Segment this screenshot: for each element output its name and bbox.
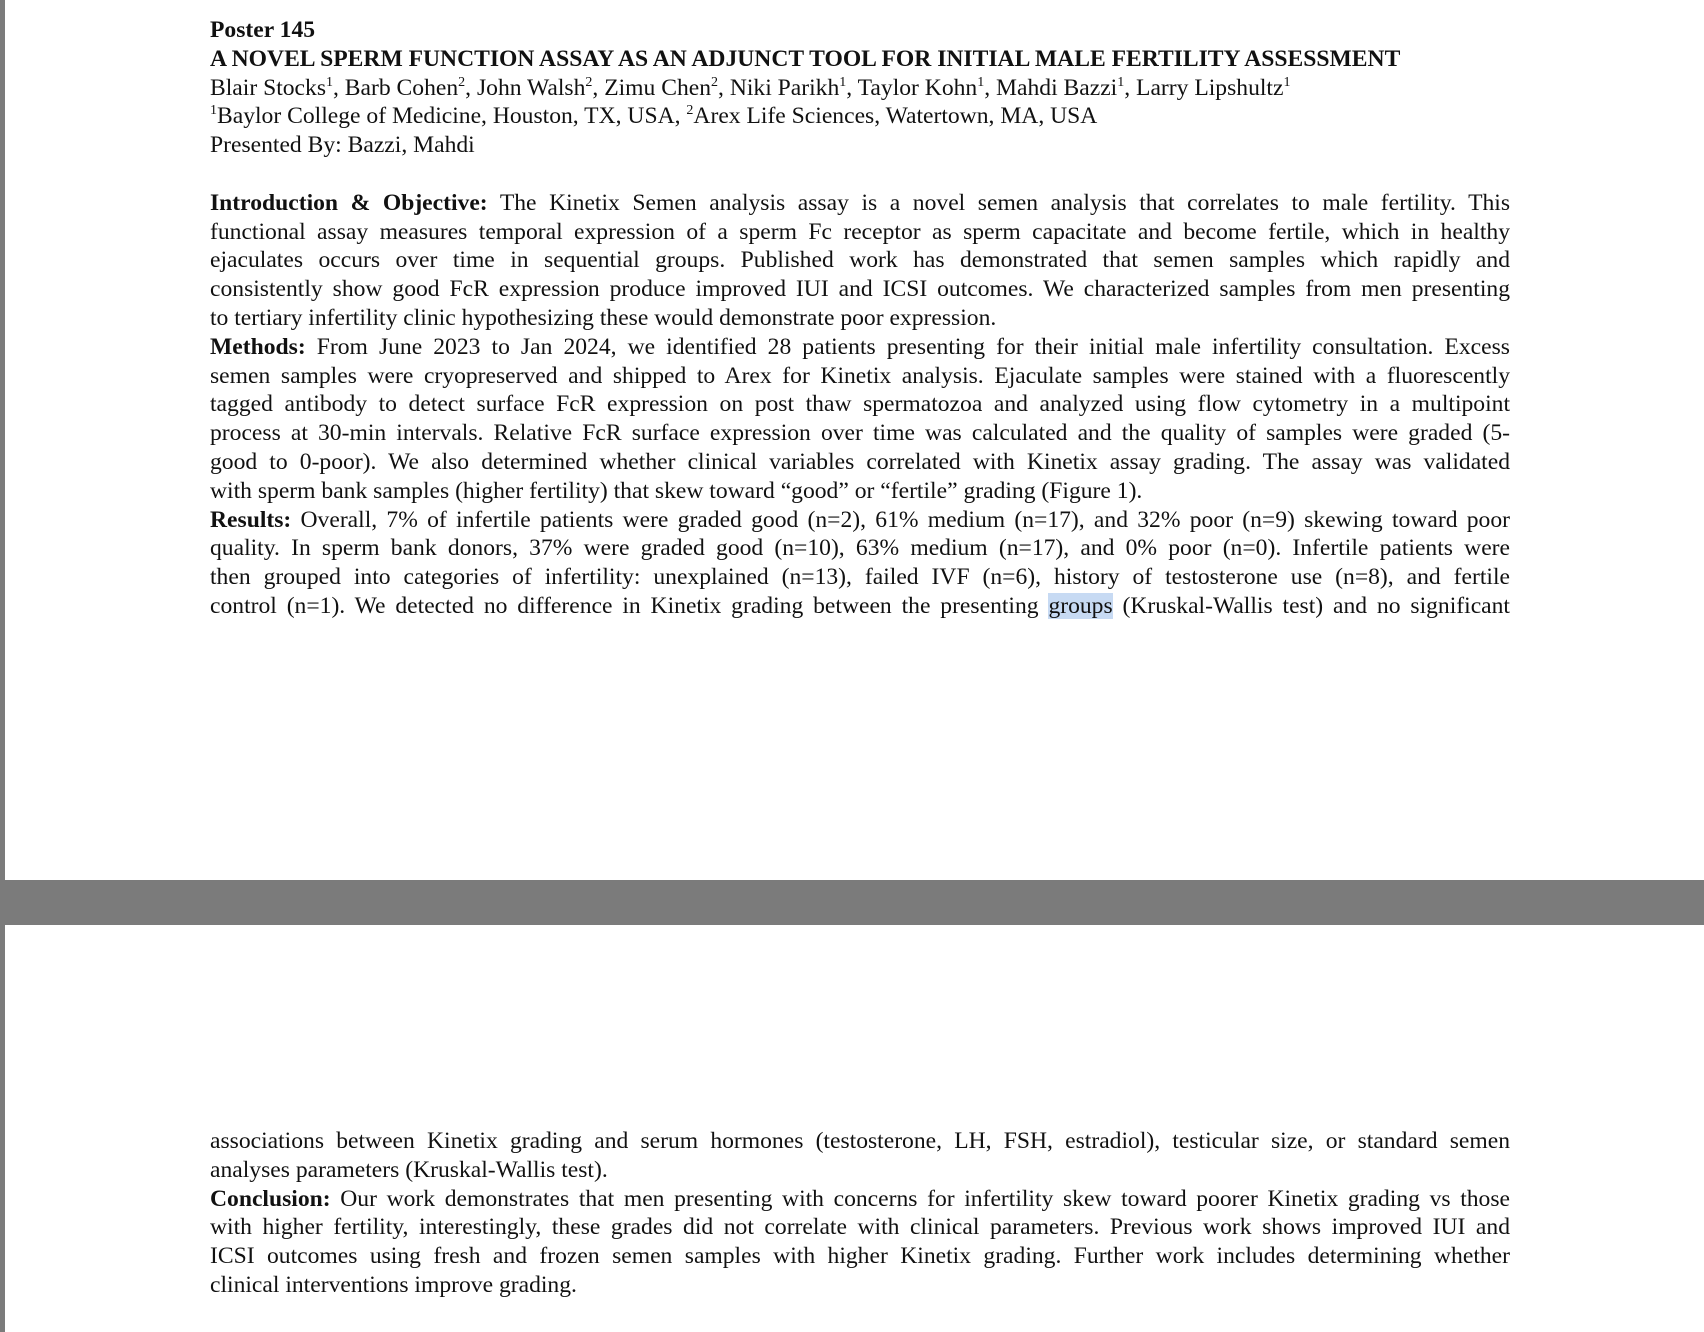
text-line (210, 189, 1510, 218)
spacer (210, 160, 1510, 189)
conclusion-line-2: with higher fertility, interestingly, these grades did not correlate with clinical parameters. Previous work shows improved IUI and (210, 1214, 1510, 1241)
conclusion-heading: Conclusion: (210, 1185, 331, 1212)
author-name: John Walsh (476, 74, 586, 101)
author-name: Mahdi Bazzi (996, 74, 1118, 101)
results-section (210, 506, 1510, 621)
author-separator: , (1124, 74, 1137, 101)
author-separator: , (333, 74, 345, 101)
results-line-4-start: control (n=1). We detected no difference in Kinetix grading between the presenting (210, 592, 1049, 619)
author-affiliation-mark: 1 (839, 74, 847, 90)
affiliations (210, 102, 1510, 131)
author-separator: , (984, 74, 997, 101)
affiliation-2-mark: 2 (686, 103, 694, 119)
poster-title: A NOVEL SPERM FUNCTION ASSAY AS AN ADJUNCT TOOL FOR INITIAL MALE FERTILITY ASSESSMENT (210, 45, 1401, 72)
page-1-content (210, 16, 1510, 621)
affiliation-2: Arex Life Sciences, Watertown, MA, USA (693, 103, 1098, 130)
intro-line-5: to tertiary infertility clinic hypothesizing these would demonstrate poor expression. (210, 304, 997, 331)
pdf-page-1 (5, 0, 1704, 880)
text-line (210, 506, 1510, 535)
conclusion-line-4: clinical interventions improve grading. (210, 1271, 577, 1298)
methods-line-2: semen samples were cryopreserved and shipped to Arex for Kinetix analysis. Ejaculate samples were stained with a fluorescently (210, 362, 1510, 389)
results-line-2: quality. In sperm bank donors, 37% were graded good (n=10), 63% medium (n=17), and 0% poor (n=0). Infertile patients were (210, 535, 1510, 562)
author-name: Larry Lipshultz (1136, 74, 1284, 101)
author-name: Barb Cohen (344, 74, 459, 101)
author-affiliation-mark: 2 (585, 74, 593, 90)
intro-heading: Introduction & Objective: (210, 189, 488, 216)
methods-line-5: good to 0-poor). We also determined whether clinical variables correlated with Kinetix assay grading. The assay was validated (210, 448, 1510, 475)
results-heading: Results: (210, 506, 292, 533)
results-line-4 (210, 592, 1510, 621)
conclusion-section (210, 1185, 1510, 1300)
intro-line-1: The Kinetix Semen analysis assay is a novel semen analysis that correlates to male fertility. This (487, 189, 1511, 216)
conclusion-line-1: Our work demonstrates that men presenting with concerns for infertility skew toward poorer Kinetix grading vs those (330, 1185, 1510, 1212)
author-separator: , (465, 74, 477, 101)
results-continued-line-2: analyses parameters (Kruskal-Wallis test). (210, 1156, 608, 1183)
page-separator (0, 880, 1704, 925)
text-selection-highlight[interactable]: groups (1048, 592, 1113, 619)
poster-number: Poster 145 (210, 17, 316, 43)
methods-line-6: with sperm bank samples (higher fertility) that skew toward “good” or “fertile” grading (Figure 1). (210, 477, 1143, 504)
author-affiliation-mark: 2 (458, 74, 466, 90)
pdf-page-2 (5, 925, 1704, 1332)
author-name: Zimu Chen (604, 74, 712, 101)
author-affiliation-mark: 1 (1283, 74, 1291, 90)
results-line-1: Overall, 7% of infertile patients were graded good (n=2), 61% medium (n=17), and 32% poor (n=9) skewing toward poor (291, 506, 1510, 533)
text-line (210, 333, 1510, 362)
affiliation-1-mark: 1 (210, 103, 217, 119)
page-2-content (210, 1127, 1510, 1300)
methods-section (210, 333, 1510, 506)
author-affiliation-mark: 1 (977, 74, 985, 90)
author-separator: , (846, 74, 858, 101)
author-name: Blair Stocks (210, 74, 326, 101)
results-line-4-end: (Kruskal-Wallis test) and no significant (1112, 592, 1510, 619)
results-continued-line-1: associations between Kinetix grading and serum hormones (testosterone, LH, FSH, estradiol), testicular size, or standard semen (210, 1128, 1510, 1154)
presented-by: Presented By: Bazzi, Mahdi (210, 132, 475, 159)
author-separator: , (718, 74, 730, 101)
author-name: Taylor Kohn (857, 74, 978, 101)
author-name: Niki Parikh (729, 74, 840, 101)
intro-line-3: ejaculates occurs over time in sequential groups. Published work has demonstrated that semen samples which rapidly and (210, 247, 1510, 274)
methods-line-4: process at 30-min intervals. Relative FcR surface expression over time was calculated and the quality of samples were graded (5- (210, 420, 1510, 447)
author-affiliation-mark: 2 (711, 74, 719, 90)
conclusion-line-3: ICSI outcomes using fresh and frozen semen samples with higher Kinetix grading. Further work includes determining whether (210, 1243, 1510, 1270)
intro-line-4: consistently show good FcR expression produce improved IUI and ICSI outcomes. We characterized samples from men presenting (210, 276, 1510, 303)
intro-line-2: functional assay measures temporal expression of a sperm Fc receptor as sperm capacitate and become fertile, which in healthy (210, 218, 1510, 245)
methods-line-3: tagged antibody to detect surface FcR expression on post thaw spermatozoa and analyzed using flow cytometry in a multipoint (210, 391, 1510, 418)
text-line (210, 1185, 1510, 1214)
intro-section (210, 189, 1510, 333)
author-affiliation-mark: 1 (326, 74, 333, 90)
methods-heading: Methods: (210, 333, 306, 360)
affiliation-1: Baylor College of Medicine, Houston, TX, USA, (217, 103, 687, 130)
author-affiliation-mark: 1 (1117, 74, 1125, 90)
author-separator: , (592, 74, 605, 101)
author-list (210, 74, 1510, 103)
methods-line-1: From June 2023 to Jan 2024, we identified 28 patients presenting for their initial male infertility consultation. Excess (305, 333, 1510, 360)
results-line-3: then grouped into categories of infertility: unexplained (n=13), failed IVF (n=6), history of testosterone use (n=8), and fertile (210, 564, 1510, 591)
